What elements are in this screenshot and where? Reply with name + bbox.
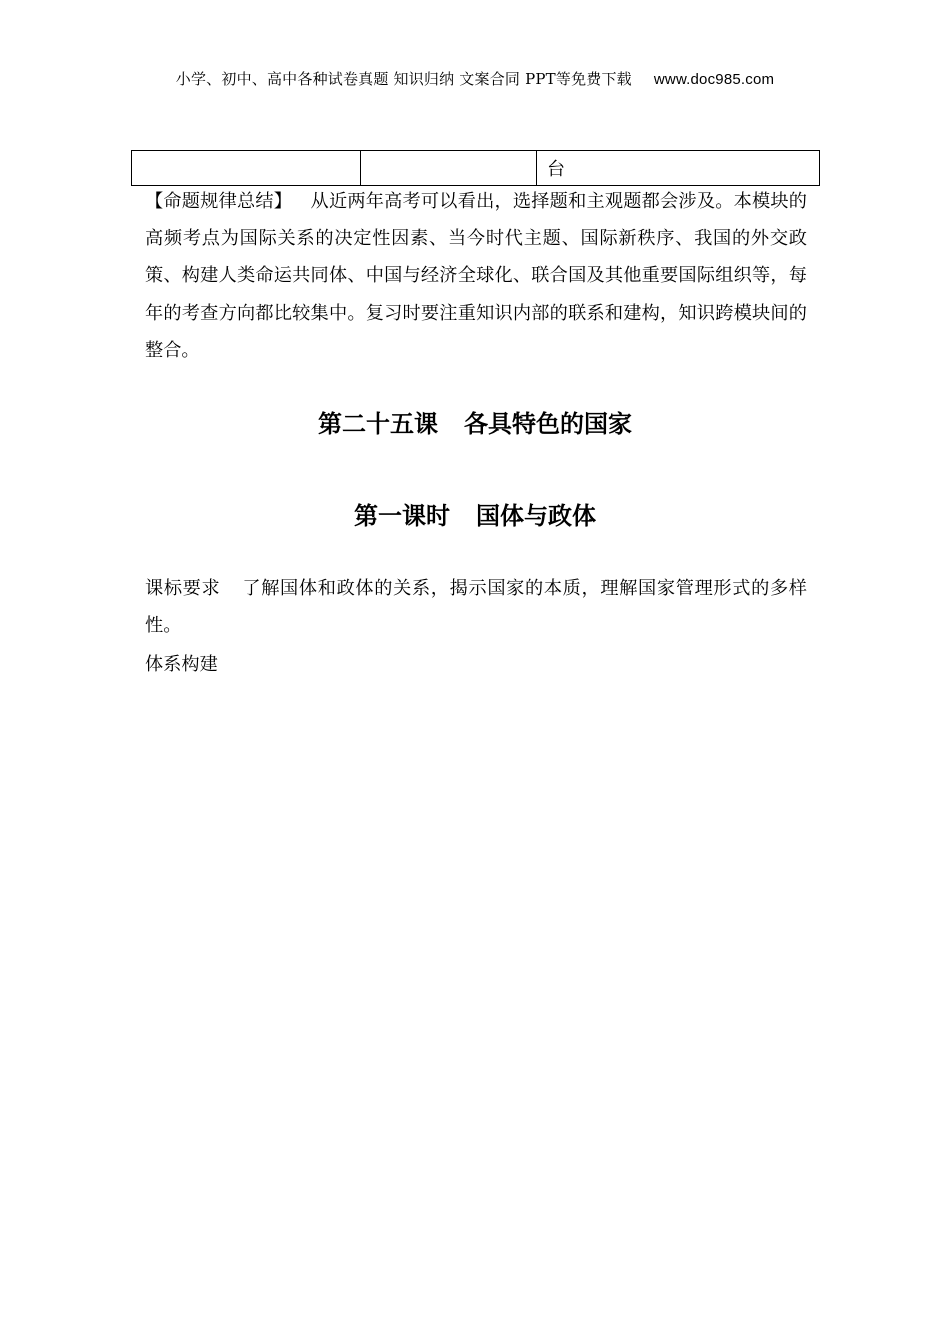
- summary-text: 从近两年高考可以看出，选择题和主观题都会涉及。本模块的高频考点为国际关系的决定性因素、当今时代主题、国际新秩序、我国的外交政策、构建人类命运共同体、中国与经济全球化、联合国及其他重要国际组织等，每年的考查方向都比较集中。复习时要注重知识内部的联系和建构，知识跨模块间的整合。: [145, 191, 807, 361]
- header-text: 小学、初中、高中各种试卷真题 知识归纳 文案合同 PPT等免费下载: [175, 70, 632, 88]
- curriculum-requirement: [145, 570, 807, 644]
- lesson-number: 第二十五课: [318, 410, 438, 438]
- page-header: [0, 68, 950, 89]
- table-row: [132, 151, 820, 186]
- system-construction-label: 体系构建: [145, 654, 218, 675]
- period-name: 国体与政体: [476, 502, 596, 530]
- lesson-name: 各具特色的国家: [464, 410, 632, 438]
- table-cell: [361, 151, 537, 186]
- period-number: 第一课时: [354, 502, 450, 530]
- requirement-label: 课标要求: [145, 578, 221, 599]
- header-site-link[interactable]: www.doc985.com: [653, 71, 775, 88]
- lesson-title: [0, 404, 950, 439]
- table-cell: 台: [537, 151, 820, 186]
- requirement-text: 了解国体和政体的关系，揭示国家的本质，理解国家管理形式的多样性。: [145, 578, 807, 636]
- summary-label: 【命题规律总结】: [145, 191, 293, 212]
- continuation-table: [131, 150, 820, 186]
- summary-paragraph: [145, 183, 807, 369]
- period-title: [0, 496, 950, 531]
- table-cell: [132, 151, 361, 186]
